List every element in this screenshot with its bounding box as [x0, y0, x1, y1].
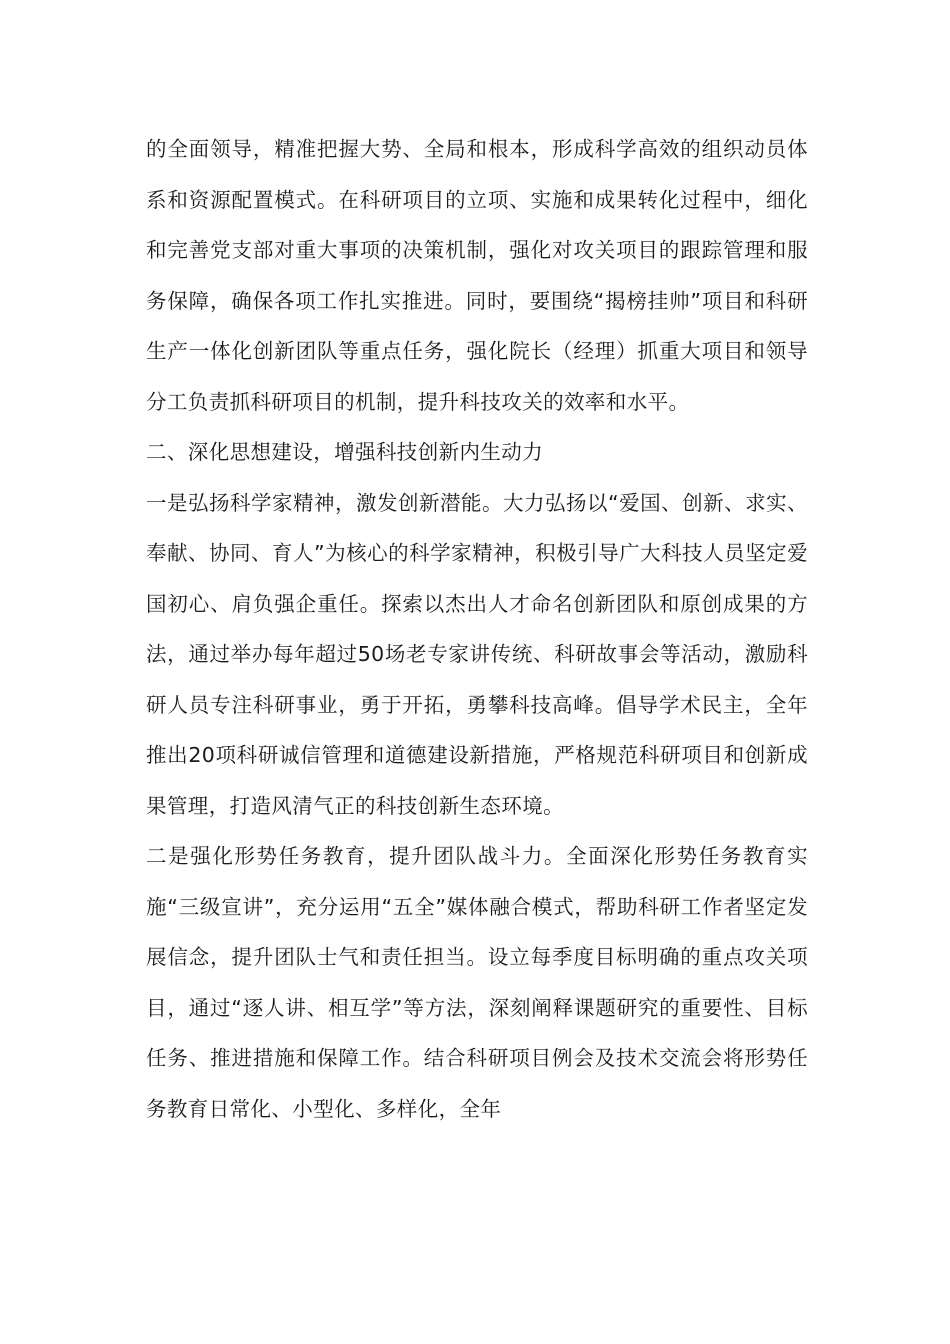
- paragraph-situation-education: 二是强化形势任务教育，提升团队战斗力。全面深化形势任务教育实施“三级宣讲”，充分运用“五全”媒体融合模式，帮助科研工作者坚定发展信念，提升团队士气和责任担当。设立每季度目标明确的重点攻关项目，通过“逐人讲、相互学”等方法，深刻阐释课题研究的重要性、目标任务、推进措施和保障工作。结合科研项目例会及技术交流会将形势任务教育日常化、小型化、多样化，全年: [146, 844, 808, 1121]
- paragraph-leadership-continuation: 的全面领导，精准把握大势、全局和根本，形成科学高效的组织动员体系和资源配置模式。在科研项目的立项、实施和成果转化过程中，细化和完善党支部对重大事项的决策机制，强化对攻关项目的跟踪管理和服务保障，确保各项工作扎实推进。同时，要围绕“揭榜挂帅”项目和科研生产一体化创新团队等重点任务，强化院长（经理）抓重大项目和领导分工负责抓科研项目的机制，提升科技攻关的效率和水平。: [146, 137, 808, 414]
- section-heading-ideological-construction: 二、深化思想建设，增强科技创新内生动力: [146, 440, 544, 464]
- document-body: [146, 124, 808, 1134]
- paragraph-scientist-spirit: 一是弘扬科学家精神，激发创新潜能。大力弘扬以“爱国、创新、求实、奉献、协同、育人”为核心的科学家精神，积极引导广大科技人员坚定爱国初心、肩负强企重任。探索以杰出人才命名创新团队和原创成果的方法，通过举办每年超过50场老专家讲传统、科研故事会等活动，激励科研人员专注科研事业，勇于开拓，勇攀科技高峰。倡导学术民主，全年推出20项科研诚信管理和道德建设新措施，严格规范科研项目和创新成果管理，打造风清气正的科技创新生态环境。: [146, 490, 808, 818]
